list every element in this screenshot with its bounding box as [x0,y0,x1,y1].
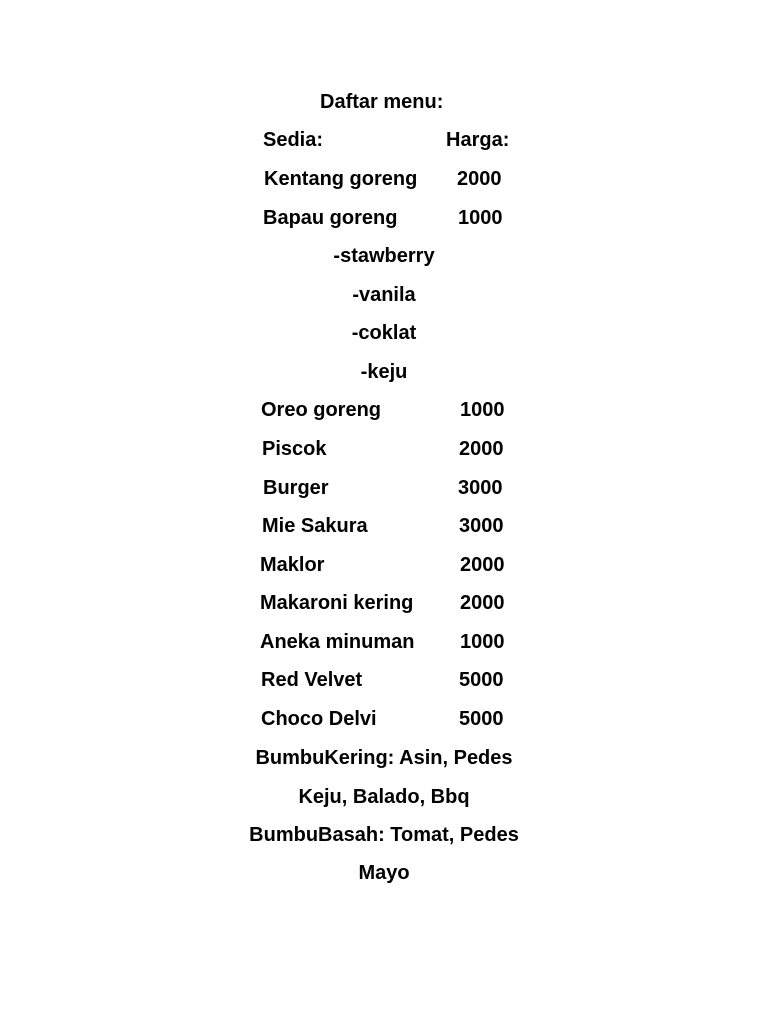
menu-item-name: Kentang goreng [264,168,418,190]
menu-title: Daftar menu: [320,91,444,113]
menu-item-price: 2000 [460,554,505,576]
flavor-text: -stawberry [333,245,435,267]
menu-item-price: 5000 [459,669,504,691]
flavor-text: -coklat [351,322,417,344]
menu-item-price: 3000 [458,477,503,499]
seasoning-note [0,861,768,885]
menu-item-name: Maklor [260,554,325,576]
flavor-option [0,283,768,307]
menu-item-name: Burger [263,477,329,499]
price-column-header: Harga: [446,129,510,151]
menu-item-name: Piscok [262,438,327,460]
menu-item-price: 2000 [457,168,502,190]
menu-item-name: Makaroni kering [260,592,414,614]
note-text: BumbuBasah: Tomat, Pedes [249,824,519,846]
seasoning-note [0,823,768,847]
menu-item-price: 2000 [459,438,504,460]
note-text: Mayo [358,862,410,884]
item-column-header: Sedia: [263,129,324,151]
flavor-option [0,321,768,345]
seasoning-note [0,785,768,809]
flavor-text: -keju [360,361,408,383]
menu-item-name: Bapau goreng [263,207,398,229]
menu-item-price: 2000 [460,592,505,614]
flavor-text: -vanila [352,284,416,306]
menu-item-name: Aneka minuman [260,631,415,653]
menu-item-name: Mie Sakura [262,515,368,537]
flavor-option [0,244,768,268]
menu-item-name: Choco Delvi [261,708,377,730]
flavor-option [0,360,768,384]
menu-item-name: Oreo goreng [261,399,382,421]
menu-item-price: 5000 [459,708,504,730]
menu-item-price: 1000 [460,631,505,653]
seasoning-note [0,746,768,770]
menu-item-price: 1000 [458,207,503,229]
note-text: Keju, Balado, Bbq [298,786,470,808]
menu-item-price: 3000 [459,515,504,537]
note-text: BumbuKering: Asin, Pedes [255,747,513,769]
menu-item-price: 1000 [460,399,505,421]
menu-item-name: Red Velvet [261,669,363,691]
